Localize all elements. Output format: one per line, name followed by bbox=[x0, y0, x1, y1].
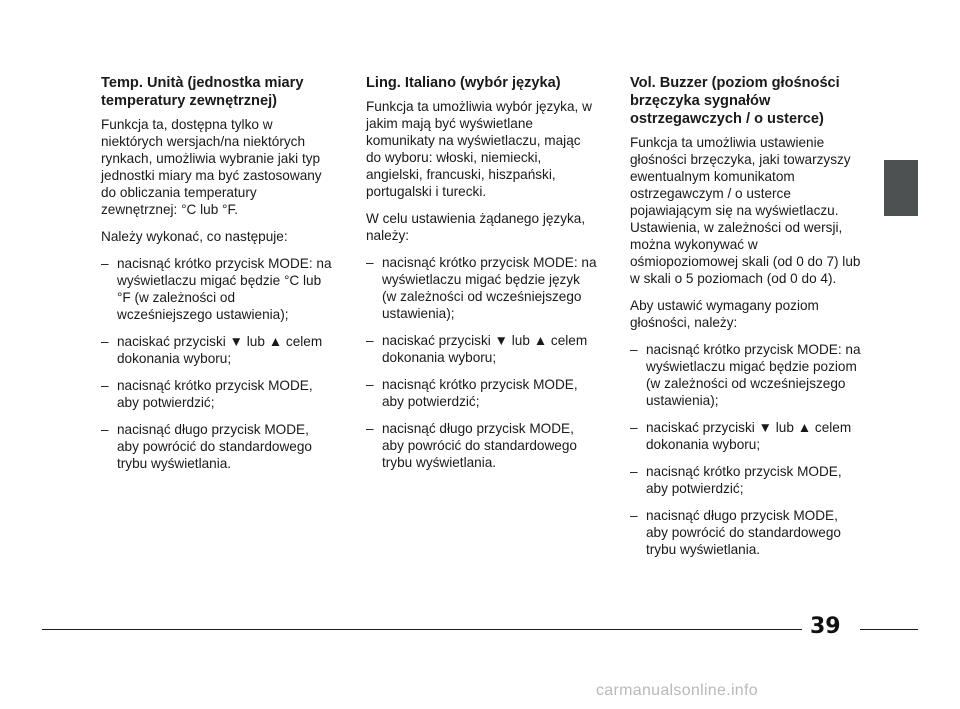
list-item bbox=[366, 376, 598, 410]
section-heading: Vol. Buzzer (poziom głośności brzęczyka sygnałów ostrzegawczych / o usterce) bbox=[630, 75, 840, 127]
dash-bullet: – bbox=[630, 508, 638, 523]
list-item-text: nacisnąć długo przycisk MODE, aby powrócić do standardowego trybu wyświetlania. bbox=[382, 421, 577, 470]
list-item bbox=[630, 507, 862, 558]
list-item-text: nacisnąć krótko przycisk MODE: na wyświetlaczu migać będzie poziom (w zależności od wcześniejszego ustawienia); bbox=[646, 342, 861, 408]
section-heading: Temp. Unità (jednostka miary temperatury zewnętrznej) bbox=[101, 75, 304, 109]
list-item bbox=[366, 254, 598, 322]
list-item-text: nacisnąć długo przycisk MODE, aby powrócić do standardowego trybu wyświetlania. bbox=[646, 508, 841, 557]
list-item-text: nacisnąć długo przycisk MODE, aby powrócić do standardowego trybu wyświetlania. bbox=[117, 422, 312, 471]
page-number: 39 bbox=[810, 614, 841, 639]
dash-bullet: – bbox=[366, 377, 374, 392]
list-item-text: nacisnąć krótko przycisk MODE: na wyświetlaczu migać będzie °C lub °F (w zależności od wcześniejszego ustawienia); bbox=[117, 256, 332, 322]
list-item bbox=[630, 463, 862, 497]
list-item bbox=[101, 421, 333, 472]
list-item bbox=[366, 332, 598, 366]
section-heading: Ling. Italiano (wybór języka) bbox=[366, 75, 561, 91]
step-list bbox=[630, 341, 862, 558]
list-item-text: nacisnąć krótko przycisk MODE, aby potwierdzić; bbox=[382, 377, 578, 409]
paragraph: Należy wykonać, co następuje: bbox=[101, 229, 288, 244]
list-item bbox=[630, 341, 862, 409]
watermark: carmanualsonline.info bbox=[596, 682, 758, 699]
step-list bbox=[101, 255, 333, 472]
paragraph: W celu ustawienia żądanego języka, należy: bbox=[366, 211, 586, 243]
footer-rule-left bbox=[42, 629, 802, 630]
list-item-text: naciskać przyciski ▼ lub ▲ celem dokonania wyboru; bbox=[117, 334, 323, 366]
column-language bbox=[366, 74, 598, 481]
list-item-text: naciskać przyciski ▼ lub ▲ celem dokonania wyboru; bbox=[382, 333, 588, 365]
dash-bullet: – bbox=[366, 333, 374, 348]
dash-bullet: – bbox=[630, 464, 638, 479]
dash-bullet: – bbox=[630, 342, 638, 357]
list-item bbox=[366, 420, 598, 471]
list-item-text: nacisnąć krótko przycisk MODE, aby potwierdzić; bbox=[646, 464, 842, 496]
list-item-text: nacisnąć krótko przycisk MODE: na wyświetlaczu migać będzie język (w zależności od wcześniejszego ustawienia); bbox=[382, 255, 597, 321]
list-item-text: naciskać przyciski ▼ lub ▲ celem dokonania wyboru; bbox=[646, 420, 852, 452]
paragraph: Funkcja ta umożliwia ustawienie głośności brzęczyka, jaki towarzyszy ewentualnym komunikatom ostrzegawczym / o usterce pojawiającym się na wyświetlaczu. Ustawienia, w zależności od wersji, można wykonywać w ośmiopoziomowej skali (od 0 do 7) lub w skali o 5 poziomach (od 0 do 4). bbox=[630, 135, 861, 286]
dash-bullet: – bbox=[366, 255, 374, 270]
dash-bullet: – bbox=[630, 420, 638, 435]
list-item-text: nacisnąć krótko przycisk MODE, aby potwierdzić; bbox=[117, 378, 313, 410]
dash-bullet: – bbox=[101, 378, 109, 393]
dash-bullet: – bbox=[101, 256, 109, 271]
chapter-tab-marker bbox=[884, 160, 918, 216]
paragraph: Funkcja ta umożliwia wybór języka, w jakim mają być wyświetlane komunikaty na wyświetlaczu, mając do wyboru: włoski, niemiecki, angielski, francuski, hiszpański, portugalski i turecki. bbox=[366, 99, 592, 199]
step-list bbox=[366, 254, 598, 471]
footer-rule-right bbox=[860, 629, 918, 630]
paragraph: Funkcja ta, dostępna tylko w niektórych wersjach/na niektórych rynkach, umożliwia wybranie jaki typ jednostki miary ma być zastosowany do obliczania temperatury zewnętrznej: °C lub °F. bbox=[101, 117, 322, 217]
paragraph: Aby ustawić wymagany poziom głośności, należy: bbox=[630, 298, 819, 330]
list-item bbox=[630, 419, 862, 453]
list-item bbox=[101, 255, 333, 323]
dash-bullet: – bbox=[101, 334, 109, 349]
list-item bbox=[101, 377, 333, 411]
dash-bullet: – bbox=[101, 422, 109, 437]
dash-bullet: – bbox=[366, 421, 374, 436]
column-buzzer-volume bbox=[630, 74, 862, 568]
column-temp-unit bbox=[101, 74, 333, 482]
list-item bbox=[101, 333, 333, 367]
